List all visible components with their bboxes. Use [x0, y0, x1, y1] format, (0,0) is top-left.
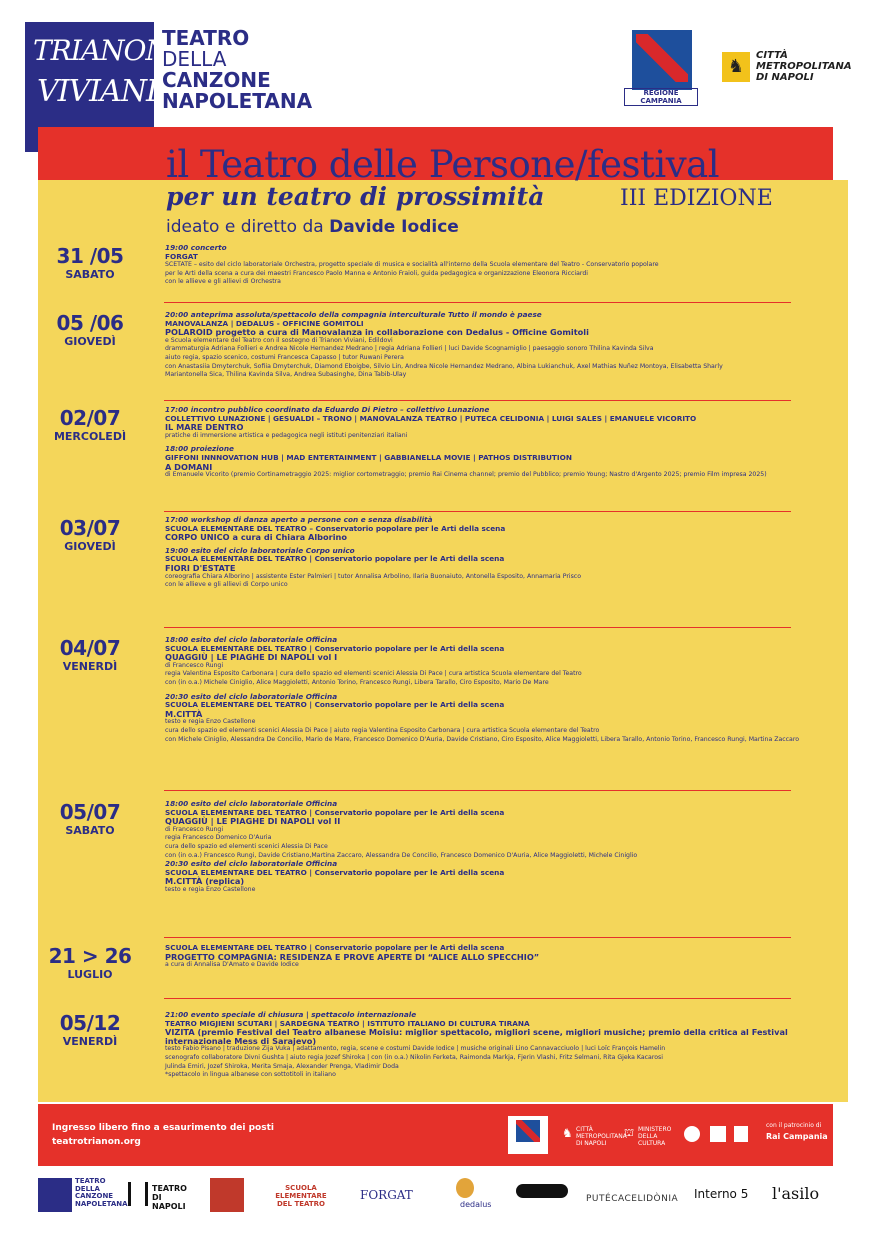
event-details	[165, 800, 805, 895]
partner-trianon-logo	[38, 1178, 72, 1212]
partner-eduardo-logo	[210, 1178, 244, 1212]
metro-small-icon: ♞	[562, 1126, 573, 1140]
event-time: 20:30 esito del ciclo laboratoriale Officina	[165, 859, 338, 869]
event-company: COLLETTIVO LUNAZIONE | GESUALDI – TRONO | MANOVALANZA TEATRO | PUTECA CELIDONIA | LUIGI SALES | EMANUELE VICORITO	[165, 413, 697, 423]
event-credit-line: testo e regia Enzo Castellone	[165, 718, 256, 726]
event-credit-line: a cura di Annalisa D'Amato e Davide Iodice	[165, 961, 299, 969]
event-credit-line: e Scuola elementare del Teatro con il sostegno di Trianon Viviani, Edildovi	[165, 336, 393, 344]
event-details	[165, 516, 805, 590]
event-separator	[164, 790, 791, 791]
event-time: 17:00 workshop di danza aperto a persone con e senza disabilità	[165, 515, 433, 524]
event-credit-line: di Emanuele Vicorito (premio Cortinametraggio 2025: miglior cortometraggio; premio Rai Cinema channel; premio del Pubblico; premio Young; Nastro d'Argento 2025; premio Film impresa 2025)	[165, 471, 767, 479]
event-show-title: QUAGGIÙ | LE PIAGHE DI NAPOLI vol II	[165, 816, 341, 827]
event-date-number: 31 /05	[56, 244, 124, 268]
event-company: FORGAT	[165, 251, 198, 261]
event-company: SCUOLA ELEMENTARE DEL TEATRO – Conservatorio popolare per le Arti della scena	[165, 523, 506, 533]
event-date-number: 05 /06	[56, 311, 124, 335]
event-time: 19:00 esito del ciclo laboratoriale Corpo unico	[165, 545, 355, 555]
region-shield-small-icon	[516, 1120, 540, 1142]
partner-trianon-line1: TEATRO	[75, 1177, 106, 1185]
partner-trianon-line3: CANZONE	[75, 1192, 114, 1200]
emblem-icon	[710, 1126, 726, 1142]
region-band-icon	[636, 34, 688, 82]
event-time: 18:00 esito del ciclo laboratoriale Officina	[165, 799, 338, 808]
event-date	[48, 406, 132, 443]
event-company: MANOVALANZA | DEDALUS - OFFICINE GOMITOLI	[165, 318, 364, 328]
event-company: SCUOLA ELEMENTARE DEL TEATRO | Conservatorio popolare per le Arti della scena	[165, 700, 505, 710]
event-show-title: M.CITTÀ (replica)	[165, 876, 245, 887]
event-date	[48, 311, 132, 348]
event-credit-line: *spettacolo in lingua albanese con sottotitoli in italiano	[165, 1071, 336, 1079]
event-credit-line: Mariantonella Sica, Thilina Kavinda Silva, Andrea Subasinghe, Dina Tabib-Ulay	[165, 371, 407, 379]
sponsor-ministry-text: MINISTERO DELLA CULTURA	[638, 1126, 672, 1147]
partner-dedalus-text: dedalus	[460, 1200, 492, 1209]
regione-campania-logo	[624, 30, 696, 105]
dedalus-icon	[456, 1178, 474, 1198]
director-name: Davide Iodice	[329, 217, 459, 237]
event-separator	[164, 937, 791, 938]
event-company: GIFFONI INNNOVATION HUB | MAD ENTERTAINMENT | GABBIANELLA MOVIE | PATHOS DISTRIBUTION	[165, 452, 572, 462]
event-credit-line: cura dello spazio ed elementi scenici Alessia Di Pace	[165, 842, 328, 850]
event-date-number: 03/07	[59, 516, 121, 540]
event-weekday: GIOVEDÌ	[64, 540, 116, 553]
sponsor-rai-text: Rai Campania	[766, 1132, 828, 1141]
partner-trianon-line4: NAPOLETANA	[75, 1199, 128, 1208]
event-show-title: M.CITTÀ	[165, 708, 203, 719]
event-separator	[164, 511, 791, 512]
event-credit-line: con (in o.a.) Francesco Rungi, Davide Cristiano,Martina Zaccaro, Alessandra De Concilio, Francesco Domenico D'Auria, Alice Maggioletti, Michele Ciniglio	[165, 851, 638, 859]
event-date	[48, 800, 132, 837]
event-credit-line: testo Fabio Pisano | traduzione Zija Vuka | adattamento, regia, scene e costumi Davide Iodice | musiche originali Lino Cannavacciuolo | luci Loïc François Hamelin	[165, 1045, 666, 1053]
emblem-icon	[734, 1126, 748, 1142]
sponsor-region-logo	[508, 1116, 548, 1154]
event-credit-line: regia Francesco Domenico D'Auria	[165, 834, 272, 842]
event-date	[48, 516, 132, 553]
event-credit-line: cura dello spazio ed elementi scenici Alessia Di Pace | aiuto regia Valentina Esposito Carbonara | cura artistica Scuola elementare del Teatro	[165, 726, 600, 734]
event-credit-line: scenografo collaboratore Divni Gushta | aiuto regia Jozef Shiroka | con (in o.a.) Nikolin Ferketa, Raimonda Markja, Fjerin Vlashi, Fritz Selmani, Rita Gjeka Kacarosi	[165, 1053, 663, 1061]
event-time: 20:30 esito del ciclo laboratoriale Officina	[165, 691, 338, 701]
event-details	[165, 311, 805, 380]
event-credit-line: coreografia Chiara Alborino | assistente Ester Palmieri | tutor Annalisa Arbolino, Ilaria Buonaiuto, Antonella Esposito, Annamaria Prisco	[165, 572, 581, 580]
edition-label: III EDIZIONE	[620, 186, 773, 211]
event-show-title: A DOMANI	[165, 461, 213, 472]
festival-subtitle: per un teatro di prossimità	[166, 182, 545, 211]
theatre-line4: NAPOLETANA	[162, 89, 313, 113]
event-date	[48, 944, 132, 981]
columns-icon	[128, 1182, 148, 1206]
director-prefix: ideato e diretto da	[166, 217, 324, 237]
event-credit-line: testo e regia Enzo Castellone	[165, 885, 256, 893]
event-credit-line: per le Arti della scena a cura dei maestri Francesco Paolo Manna e Antonio Fraioli, guida pedagogica e organizzazione Eleonora Ricciardi	[165, 269, 588, 277]
event-separator	[164, 302, 791, 303]
partner-asilo: l'asilo	[772, 1184, 820, 1203]
event-credit-line: con Michele Ciniglio, Alessandra De Concilio, Mario de Mare, Francesco Domenico D'Auria, Davide Cristiano, Ciro Esposito, Alice Maggioletti, Libera Tarallo, Antonio Torino, Francesco Rungi, Martina Zaccaro	[165, 735, 800, 743]
event-company: SCUOLA ELEMENTARE DEL TEATRO | Conservatorio popolare per le Arti della scena	[165, 807, 505, 817]
website-link[interactable]: teatrotrianon.org	[52, 1137, 141, 1147]
event-date	[48, 636, 132, 673]
event-company: SCUOLA ELEMENTARE DEL TEATRO | Conservatorio popolare per le Arti della scena	[165, 943, 505, 952]
event-weekday: SABATO	[65, 268, 115, 281]
event-company: SCUOLA ELEMENTARE DEL TEATRO | Conservatorio popolare per le Arti della scena	[165, 867, 505, 877]
event-weekday: GIOVEDÌ	[64, 335, 116, 348]
metro-line1: CITTÀ	[756, 50, 788, 61]
event-separator	[164, 998, 791, 999]
event-weekday: SABATO	[65, 824, 115, 837]
event-time: 19:00 concerto	[165, 243, 227, 252]
event-date-number: 04/07	[59, 636, 121, 660]
event-date	[48, 244, 132, 281]
event-details	[165, 244, 805, 287]
sponsor-emblems	[684, 1126, 754, 1146]
event-date-number: 02/07	[59, 406, 121, 430]
event-date-number: 05/12	[59, 1011, 121, 1035]
event-company: SCUOLA ELEMENTARE DEL TEATRO | Conservatorio popolare per le Arti della scena	[165, 643, 505, 653]
theatre-line2: DELLA	[162, 47, 227, 71]
logo-line2: VIVIANI	[37, 74, 157, 109]
event-company: TEATRO MIGJIENI SCUTARI | SARDEGNA TEATRO | ISTITUTO ITALIANO DI CULTURA TIRANA	[165, 1018, 530, 1028]
event-details	[165, 1011, 805, 1080]
entry-note: Ingresso libero fino a esaurimento dei posti	[52, 1123, 274, 1133]
metro-line2: METROPOLITANA	[756, 61, 852, 72]
event-weekday: LUGLIO	[67, 968, 113, 981]
event-date-number: 21 > 26	[48, 944, 132, 968]
event-credit-line: con Anastasiia Dmyterchuk, Sofiia Dmyterchuk, Diamond Eboigbe, Silvio Lin, Andrea Nicole Hernandez Medrano, Albina Lukianchuk, Axel Mathias Nuñez Montoya, Elisabetta Sharly	[165, 362, 723, 370]
entry-info	[52, 1121, 274, 1149]
logo-line1: TRIANON	[33, 34, 169, 67]
event-time: 18:00 proiezione	[165, 444, 234, 454]
partner-forgat: FORGAT	[360, 1188, 413, 1202]
event-separator	[164, 627, 791, 628]
metro-line3: DI NAPOLI	[756, 72, 814, 83]
event-date-number: 05/07	[59, 800, 121, 824]
partner-manovalanza-logo	[516, 1184, 568, 1198]
event-weekday: MERCOLEDÌ	[53, 430, 127, 443]
festival-title: il Teatro delle Persone/festival	[166, 143, 720, 186]
event-credit-line: regia Valentina Esposito Carbonara | cura dello spazio ed elementi scenici Alessia Di Pace | cura artistica Scuola elementare del Teatro	[165, 670, 582, 678]
event-separator	[164, 400, 791, 401]
event-time: 17:00 incontro pubblico coordinato da Eduardo Di Pietro – collettivo Lunazione	[165, 405, 490, 414]
event-time: 20:00 anteprima assoluta/spettacolo della compagnia interculturale Tutto il mondo è paese	[165, 310, 542, 319]
event-time: 18:00 esito del ciclo laboratoriale Officina	[165, 635, 338, 644]
event-weekday: VENERDÌ	[62, 660, 118, 673]
event-details	[165, 636, 805, 744]
event-credit-line: di Francesco Rungi	[165, 825, 224, 833]
theatre-line3: CANZONE	[162, 68, 271, 92]
theatre-line1: TEATRO	[162, 26, 250, 50]
emblem-icon	[684, 1126, 700, 1142]
event-credit-line: SCETATE – esito del ciclo laboratoriale Orchestra, progetto speciale di musica e socialità all'interno della Scuola elementare del Teatro - Conservatorio popolare	[165, 261, 659, 269]
theatre-name	[162, 28, 312, 112]
event-credit-line: Julinda Emiri, Jozef Shiroka, Merita Smaja, Alexander Prenga, Vladimir Doda	[165, 1062, 399, 1070]
partner-trianon-text	[75, 1178, 128, 1208]
event-credit-line: con (in o.a.) Michele Ciniglio, Alice Maggioletti, Antonio Torino, Francesco Rungi, Libera Tarallo, Ciro Esposito, Mario De Mare	[165, 678, 549, 686]
event-credit-line: aiuto regia, spazio scenico, costumi Francesca Capasso | tutor Ruwani Perera	[165, 353, 404, 361]
event-show-title: PROGETTO COMPAGNIA: RESIDENZA E PROVE APERTE DI “ALICE ALLO SPECCHIO”	[165, 951, 540, 962]
region-caption: REGIONE CAMPANIA	[624, 88, 698, 106]
event-time: 21:00 evento speciale di chiusura | spettacolo internazionale	[165, 1010, 417, 1019]
sponsor-metro-text: CITTÀ METROPOLITANA DI NAPOLI	[576, 1126, 627, 1147]
event-date	[48, 1011, 132, 1048]
event-credit-line: con le allieve e gli allievi di Orchestra	[165, 278, 281, 286]
event-show-title: FIORI D'ESTATE	[165, 562, 236, 573]
horse-icon: ♞	[722, 52, 750, 82]
event-show-title: QUAGGIÙ | LE PIAGHE DI NAPOLI vol I	[165, 652, 338, 663]
partner-trianon-line2: DELLA	[75, 1184, 100, 1193]
partner-interno5: Interno 5	[694, 1187, 749, 1201]
sponsor-rai-top: con il patrocinio di	[766, 1122, 822, 1129]
event-show-title: IL MARE DENTRO	[165, 422, 244, 433]
event-show-title: POLAROID progetto a cura di Manovalanza in collaborazione con Dedalus - Officine Gomitoli	[165, 327, 589, 338]
partner-teatro-napoli-text: TEATRO DI NAPOLI	[152, 1184, 187, 1211]
event-credit-line: di Francesco Rungi	[165, 661, 224, 669]
event-show-title: CORPO UNICO a cura di Chiara Alborino	[165, 532, 347, 543]
event-company: SCUOLA ELEMENTARE DEL TEATRO | Conservatorio popolare per le Arti della scena	[165, 554, 505, 564]
partner-scuola: SCUOLA ELEMENTARE DEL TEATRO	[275, 1184, 327, 1208]
director-credit	[166, 217, 459, 237]
event-credit-line: con le allieve e gli allievi di Corpo unico	[165, 581, 288, 589]
event-credit-line: drammaturgia Adriana Follieri e Andrea Nicole Hernandez Medrano | regia Adriana Follieri | luci Davide Scognamiglio | paesaggio sonoro Thilina Kavinda Silva	[165, 345, 654, 353]
event-details	[165, 406, 805, 480]
event-details	[165, 944, 805, 970]
event-credit-line: pratiche di immersione artistica e pedagogica negli istituti penitenziari italiani	[165, 431, 408, 439]
event-show-title: VIZITA (premio Festival del Teatro albanese Moisiu: miglior spettacolo, migliori scene, migliori musiche; premio della critica al Festival internazionale Mess di Sarajevo)	[165, 1027, 788, 1046]
partner-celidonia: PUTÉCACELIDÒNIA	[586, 1194, 679, 1204]
event-weekday: VENERDÌ	[62, 1035, 118, 1048]
ministry-icon: ⛫	[624, 1126, 635, 1139]
